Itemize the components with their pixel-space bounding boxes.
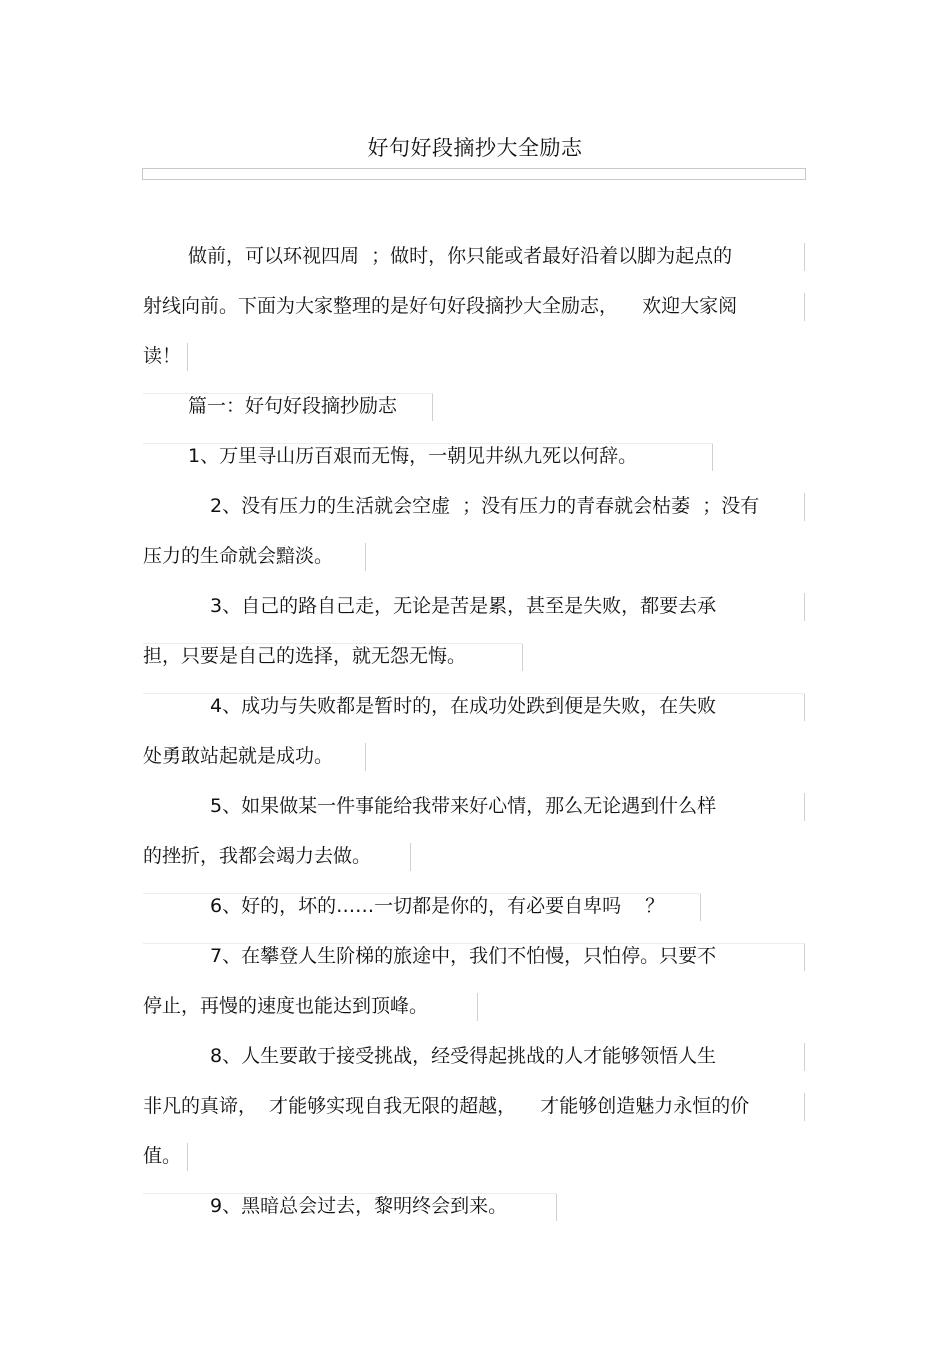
line-top-rule <box>143 893 701 894</box>
line-end-bar <box>187 343 188 371</box>
line-end-bar <box>712 443 713 471</box>
line-end-bar <box>804 1093 805 1121</box>
intro-line: 读！ <box>143 345 182 367</box>
item-line: 7、在攀登人生阶梯的旅途中，我们不怕慢，只怕停。只要不 <box>210 945 717 967</box>
line-end-bar <box>804 293 805 321</box>
item-line: 3、自己的路自己走，无论是苦是累，甚至是失败，都要去承 <box>210 595 717 617</box>
item-line: 4、成功与失败都是暂时的，在成功处跌到便是失败，在失败 <box>210 695 717 717</box>
line-end-bar <box>804 793 805 821</box>
item-line: 8、人生要敢于接受挑战，经受得起挑战的人才能够领悟人生 <box>210 1045 717 1067</box>
line-top-rule <box>143 643 523 644</box>
line-end-bar <box>477 993 478 1021</box>
line-end-bar <box>365 543 366 571</box>
line-top-rule <box>143 1193 557 1194</box>
item-line: 6、好的，坏的……一切都是你的，有必要自卑吗 ？ <box>210 895 665 917</box>
item-line: 的挫折，我都会竭力去做。 <box>143 845 372 867</box>
line-top-rule <box>143 443 713 444</box>
item-line: 值。 <box>143 1145 182 1167</box>
line-end-bar <box>556 1193 557 1221</box>
line-end-bar <box>804 1043 805 1071</box>
item-line: 1、万里寻山历百艰而无悔，一朝见井纵九死以何辞。 <box>188 445 638 467</box>
line-end-bar <box>804 243 805 271</box>
line-end-bar <box>804 493 805 521</box>
intro-line: 射线向前。下面为大家整理的是好句好段摘抄大全励志， 欢迎大家阅 <box>143 295 738 317</box>
line-top-rule <box>143 393 433 394</box>
line-end-bar <box>804 943 805 971</box>
item-line: 5、如果做某一件事能给我带来好心情，那么无论遇到什么样 <box>210 795 717 817</box>
line-end-bar <box>522 643 523 671</box>
item-line: 2、没有压力的生活就会空虚 ；没有压力的青春就会枯萎 ；没有 <box>210 495 760 517</box>
line-end-bar <box>187 1143 188 1171</box>
line-end-bar <box>410 843 411 871</box>
line-end-bar <box>432 393 433 421</box>
line-end-bar <box>365 743 366 771</box>
line-end-bar <box>804 593 805 621</box>
item-line: 停止，再慢的速度也能达到顶峰。 <box>143 995 429 1017</box>
item-line: 处勇敢站起就是成功。 <box>143 745 334 767</box>
line-top-rule <box>143 943 805 944</box>
item-line: 9、黑暗总会过去，黎明终会到来。 <box>210 1195 508 1217</box>
intro-line: 做前，可以环视四周 ；做时，你只能或者最好沿着以脚为起点的 <box>188 245 733 267</box>
item-line: 担，只要是自己的选择，就无怨无悔。 <box>143 645 467 667</box>
title-rule <box>142 168 806 180</box>
line-end-bar <box>804 693 805 721</box>
item-line: 非凡的真谛， 才能够实现自我无限的超越， 才能够创造魅力永恒的价 <box>143 1095 750 1117</box>
line-end-bar <box>700 893 701 921</box>
line-top-rule <box>143 693 805 694</box>
document-title: 好句好段摘抄大全励志 <box>367 136 583 160</box>
section-heading: 篇一：好句好段摘抄励志 <box>188 395 398 417</box>
item-line: 压力的生命就会黯淡。 <box>143 545 334 567</box>
